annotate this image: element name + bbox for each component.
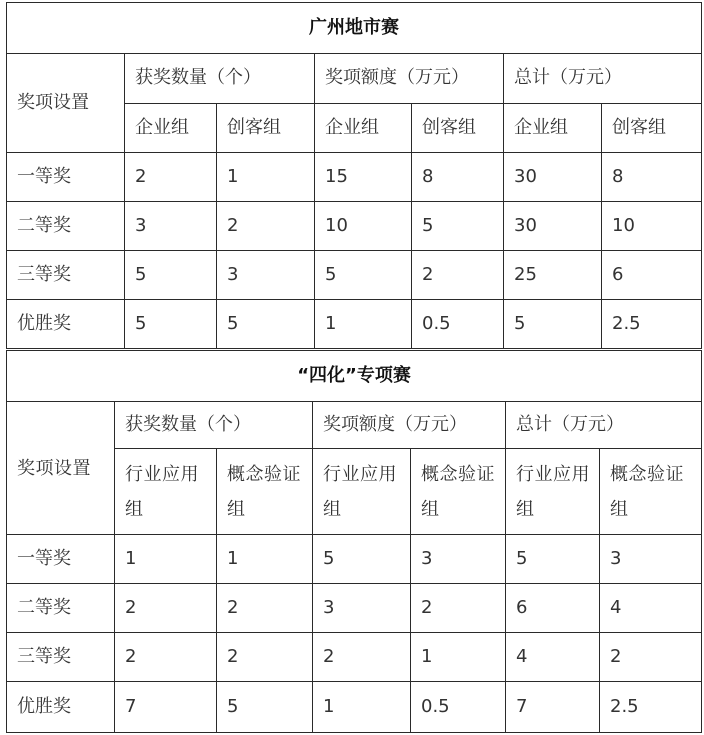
cell: 1 — [313, 682, 411, 733]
sub-header: 概念验证组 — [217, 449, 313, 535]
cell: 3 — [125, 202, 217, 251]
row-label: 优胜奖 — [7, 300, 125, 349]
cell: 7 — [115, 682, 217, 733]
cell: 0.5 — [411, 682, 506, 733]
cell: 2.5 — [600, 682, 702, 733]
cell: 4 — [600, 584, 702, 633]
cell: 1 — [411, 633, 506, 682]
cell: 5 — [315, 251, 412, 300]
sub-header: 创客组 — [412, 104, 504, 153]
cell: 0.5 — [412, 300, 504, 349]
cell: 2.5 — [602, 300, 702, 349]
table-row — [7, 682, 702, 733]
cell: 3 — [217, 251, 315, 300]
cell: 5 — [506, 535, 600, 584]
cell: 5 — [125, 251, 217, 300]
cell: 5 — [504, 300, 602, 349]
cell: 15 — [315, 153, 412, 202]
cell: 3 — [411, 535, 506, 584]
group-header: 获奖数量（个） — [115, 402, 313, 449]
group-header: 总计（万元） — [506, 402, 702, 449]
table-row — [7, 584, 702, 633]
awards-table-guangzhou — [6, 2, 702, 349]
cell: 4 — [506, 633, 600, 682]
cell: 3 — [313, 584, 411, 633]
sub-header: 概念验证组 — [600, 449, 702, 535]
cell: 6 — [602, 251, 702, 300]
table-row — [7, 300, 702, 349]
cell: 1 — [217, 535, 313, 584]
cell: 2 — [115, 584, 217, 633]
table-title: 广州地市赛 — [7, 3, 702, 54]
sub-header: 企业组 — [125, 104, 217, 153]
cell: 2 — [217, 633, 313, 682]
cell: 5 — [217, 682, 313, 733]
table-row — [7, 535, 702, 584]
cell: 2 — [313, 633, 411, 682]
row-label: 二等奖 — [7, 202, 125, 251]
sub-header: 行业应用组 — [313, 449, 411, 535]
group-header: 奖项额度（万元） — [313, 402, 506, 449]
sub-header: 概念验证组 — [411, 449, 506, 535]
row-label: 一等奖 — [7, 153, 125, 202]
row-label: 优胜奖 — [7, 682, 115, 733]
cell: 2 — [217, 584, 313, 633]
group-header: 奖项额度（万元） — [315, 54, 504, 104]
row-label: 二等奖 — [7, 584, 115, 633]
sub-header: 行业应用组 — [115, 449, 217, 535]
cell: 25 — [504, 251, 602, 300]
cell: 1 — [315, 300, 412, 349]
cell: 10 — [602, 202, 702, 251]
cell: 5 — [125, 300, 217, 349]
cell: 2 — [600, 633, 702, 682]
cell: 2 — [412, 251, 504, 300]
cell: 2 — [411, 584, 506, 633]
sub-header: 企业组 — [504, 104, 602, 153]
row-label: 三等奖 — [7, 251, 125, 300]
cell: 8 — [412, 153, 504, 202]
cell: 1 — [217, 153, 315, 202]
cell: 2 — [217, 202, 315, 251]
table-row — [7, 251, 702, 300]
sub-header: 创客组 — [217, 104, 315, 153]
table-row — [7, 153, 702, 202]
corner-header: 奖项设置 — [7, 54, 125, 153]
cell: 2 — [115, 633, 217, 682]
awards-table-sihua — [6, 350, 702, 733]
sub-header: 行业应用组 — [506, 449, 600, 535]
cell: 30 — [504, 202, 602, 251]
cell: 5 — [217, 300, 315, 349]
cell: 5 — [313, 535, 411, 584]
cell: 8 — [602, 153, 702, 202]
cell: 30 — [504, 153, 602, 202]
corner-header: 奖项设置 — [7, 402, 115, 535]
cell: 7 — [506, 682, 600, 733]
row-label: 一等奖 — [7, 535, 115, 584]
cell: 3 — [600, 535, 702, 584]
group-header: 总计（万元） — [504, 54, 702, 104]
cell: 10 — [315, 202, 412, 251]
cell: 5 — [412, 202, 504, 251]
table-row — [7, 633, 702, 682]
cell: 1 — [115, 535, 217, 584]
sub-header: 企业组 — [315, 104, 412, 153]
cell: 2 — [125, 153, 217, 202]
table-row — [7, 202, 702, 251]
sub-header: 创客组 — [602, 104, 702, 153]
row-label: 三等奖 — [7, 633, 115, 682]
group-header: 获奖数量（个） — [125, 54, 315, 104]
cell: 6 — [506, 584, 600, 633]
table-title: “四化”专项赛 — [7, 351, 702, 402]
